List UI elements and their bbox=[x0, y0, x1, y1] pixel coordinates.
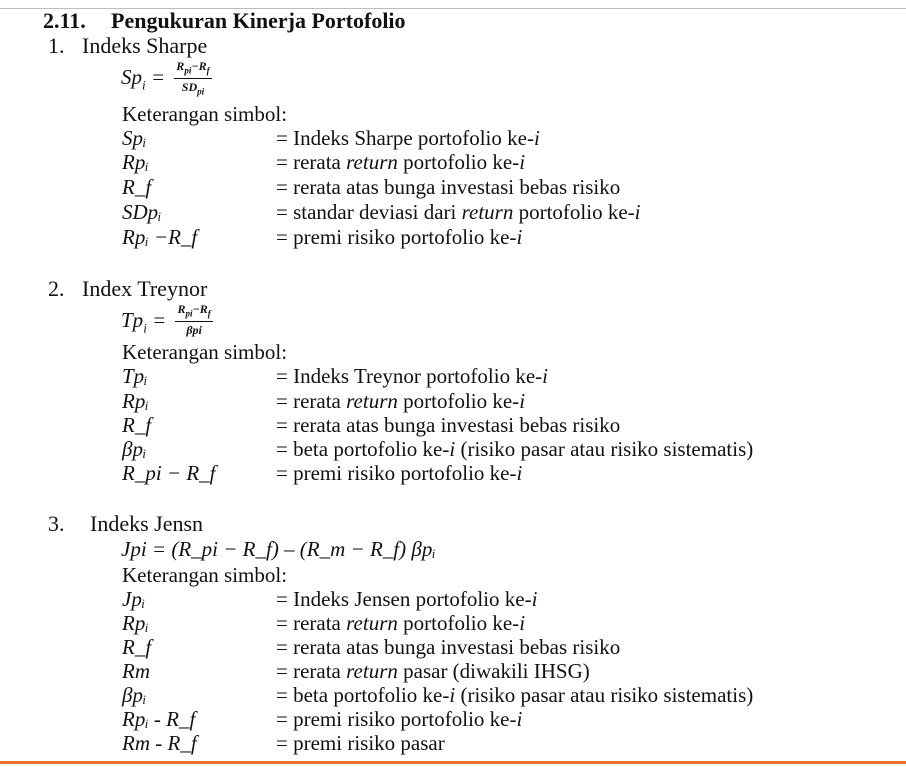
bottom-rule bbox=[0, 761, 906, 764]
sharpe-keterangan: Keterangan simbol: bbox=[122, 102, 288, 126]
jensen-formula: Jpi = (R_pi − R_f) – (R_m − R_f) βpᵢ bbox=[121, 537, 436, 561]
treynor-formula: $Tp_i$ = $\frac{R_{pi}-R_f}{\text{βpi}}$ bbox=[121, 303, 213, 342]
document-page: 2.11. Pengukuran Kinerja Portofolio 1. Indeks Sharpe $Sp_i$ = $\frac{R_{pi}-R_f}{SD_{pi}}$ Keterangan simbol: Spᵢ = Indeks Sharpe portofolio ke-i Rpᵢ = rerata return portofolio ke-i R_f = rerata atas bunga investasi bebas risiko SDpᵢ = standar deviasi dari return portofolio ke-i Rpᵢ −R_f = premi risiko portofolio ke-i 2. Index Treynor $Tp_i$ = $\frac{R_{pi}-R_f}{\text{βpi}}$ Keterangan simbol: Tpᵢ = Indeks Treynor portofolio ke-i Rpᵢ = rerata return portofolio ke-i R_f = rerata atas bunga investasi bebas risiko βpᵢ = beta portofolio ke-i (risiko pasar atau risiko sistematis) R_pi − R_f = premi risiko portofolio ke-i 3. Indeks Jensn Jpi = (R_pi − R_f) – (R_m − R_f) βpᵢ Keterangan simbol: Jpᵢ = Indeks Jensen portofolio ke-i Rpᵢ = rerata return portofolio ke-i R_f = rerata atas bunga investasi bebas risiko Rm = rerata return pasar (diwakili IHSG) βpᵢ = beta portofolio ke-i (risiko pasar atau risiko sistematis) Rpᵢ - R_f = premi risiko portofolio ke-i Rm - R_f = premi risiko pasar bbox=[0, 0, 906, 767]
sharpe-formula: $Sp_i$ = $\frac{R_{pi}-R_f}{SD_{pi}}$ bbox=[121, 59, 210, 97]
jensen-title: 3. Indeks Jensn bbox=[48, 511, 204, 536]
sharpe-fraction: $\frac{R_{pi}-R_f}{SD_{pi}}$ bbox=[176, 59, 210, 97]
jensen-keterangan: Keterangan simbol: bbox=[122, 563, 288, 587]
heading-title: Pengukuran Kinerja Portofolio bbox=[111, 8, 406, 33]
treynor-keterangan: Keterangan simbol: bbox=[122, 340, 288, 364]
sharpe-title: 1. Indeks Sharpe bbox=[48, 33, 208, 58]
treynor-fraction: $\frac{R_{pi}-R_f}{\text{βpi}}$ bbox=[177, 302, 211, 338]
treynor-title: 2. Index Treynor bbox=[48, 276, 208, 301]
heading-number: 2.11. bbox=[43, 8, 86, 33]
section-heading bbox=[43, 8, 406, 34]
